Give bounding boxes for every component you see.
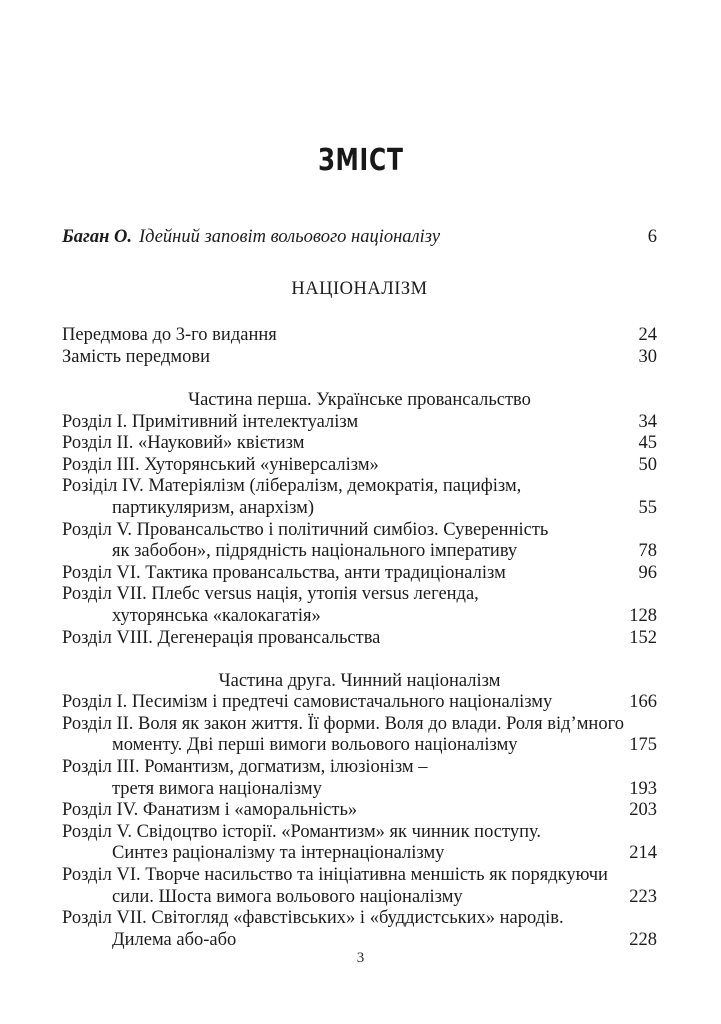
toc-entry xyxy=(62,412,657,434)
book-title-heading xyxy=(62,279,657,301)
toc-section-heading-text: Частина перша. Українське провансальство xyxy=(188,389,531,410)
toc-entry-text: Розділ VI. Тактика провансальства, анти традиціоналізм xyxy=(62,562,506,583)
folio-page-number: 3 xyxy=(356,950,365,966)
toc-section-heading xyxy=(62,671,657,693)
toc-entry-page: 24 xyxy=(638,325,657,346)
toc-entry-page: 175 xyxy=(629,735,657,756)
toc-entry-page: 78 xyxy=(638,541,657,562)
toc-entry-text: Розділ II. Воля як закон життя. Її форми. Воля до влади. Роля від’много xyxy=(62,713,624,734)
page-title-text: ЗМІСТ xyxy=(317,143,404,178)
toc-front-item-title: Ідейний заповіт вольового націоналізу xyxy=(138,227,441,247)
toc-entry xyxy=(62,822,657,844)
toc-entry xyxy=(62,563,657,585)
toc-front-item-page: 6 xyxy=(647,227,657,247)
toc-entry-text: Розділ I. Песимізм і предтечі самовистачального націоналізму xyxy=(62,692,553,713)
toc-entry-continuation xyxy=(62,735,657,757)
toc-entry-text: сили. Шоста вимога вольового націоналізму xyxy=(112,886,463,907)
toc-entry-text: як забобон», підрядність національного імперативу xyxy=(112,541,518,562)
toc-entry-text: Розділ V. Свідоцтво історії. «Романтизм» як чинник поступу. xyxy=(62,821,542,842)
toc-entry xyxy=(62,476,657,498)
toc-entry xyxy=(62,714,657,736)
toc-entry-text: Розділ III. Хуторянський «універсалізм» xyxy=(62,454,379,475)
toc-entry-text: Замість передмови xyxy=(62,346,211,367)
toc-entry-text: моменту. Дві перші вимоги вольового націоналізму xyxy=(112,735,518,756)
toc-entry-page: 166 xyxy=(629,692,657,713)
toc-entry xyxy=(62,584,657,606)
toc-entry-text: Розділ I. Примітивний інтелектуалізм xyxy=(62,411,359,432)
toc-entry-page: 193 xyxy=(629,778,657,799)
toc-entry-text: Розіділ IV. Матеріялізм (лібералізм, демократія, пацифізм, xyxy=(62,476,522,497)
toc-entry-page: 30 xyxy=(638,346,657,367)
toc-entry xyxy=(62,325,657,347)
toc-entry-page: 55 xyxy=(638,497,657,518)
toc-entry xyxy=(62,433,657,455)
toc-entry-text: Розділ III. Романтизм, догматизм, ілюзіонізм – xyxy=(62,757,428,778)
toc-entry xyxy=(62,628,657,650)
toc-entry-text: Розділ V. Провансальство і політичний симбіоз. Суверенність xyxy=(62,519,549,540)
toc-entry-continuation xyxy=(62,606,657,628)
toc-entry-continuation xyxy=(62,541,657,563)
toc-entry-continuation xyxy=(62,779,657,801)
toc-entry-text: Розділ VI. Творче насильство та ініціативна меншість як порядкуючи xyxy=(62,865,608,886)
toc-entry-text: Розділ II. «Науковий» квієтизм xyxy=(62,433,305,454)
book-title-text: НАЦІОНАЛІЗМ xyxy=(291,278,428,299)
toc-entry-text: хуторянська «калокагатія» xyxy=(112,605,321,626)
toc-entry-page: 203 xyxy=(629,800,657,821)
toc-entry xyxy=(62,455,657,477)
toc-entry xyxy=(62,800,657,822)
toc-entry-text: Дилема або-або xyxy=(112,929,237,950)
toc-entry-page: 223 xyxy=(629,886,657,907)
toc-entry-continuation xyxy=(62,887,657,909)
toc-entry-page: 50 xyxy=(638,454,657,475)
toc-entry-page: 96 xyxy=(638,562,657,583)
toc-section-heading xyxy=(62,390,657,412)
toc-entry-text: Синтез раціоналізму та інтернаціоналізму xyxy=(112,843,445,864)
toc-entry xyxy=(62,757,657,779)
toc-entry-page: 45 xyxy=(638,433,657,454)
toc-entry xyxy=(62,865,657,887)
toc-entry-text: Передмова до 3-го видання xyxy=(62,325,277,346)
toc-entry-continuation xyxy=(62,843,657,865)
toc-entry-text: партикуляризм, анархізм) xyxy=(112,497,315,518)
toc-front-item-author: Баган О. xyxy=(62,227,132,247)
toc-entry-continuation xyxy=(62,930,657,952)
toc-entry-text: Розділ VIII. Дегенерація провансальства xyxy=(62,627,381,648)
toc-entry-text: Розділ IV. Фанатизм і «аморальність» xyxy=(62,800,358,821)
toc-front-item xyxy=(62,227,657,249)
toc-entry xyxy=(62,347,657,369)
toc-entry xyxy=(62,692,657,714)
toc-entry-page: 34 xyxy=(638,411,657,432)
toc-entry-continuation xyxy=(62,498,657,520)
toc-entry-page: 128 xyxy=(629,605,657,626)
toc-entry-page: 214 xyxy=(629,843,657,864)
toc-front-item-text xyxy=(62,227,440,249)
toc-entry-page: 152 xyxy=(629,627,657,648)
toc-entry-text: Розділ VII. Плебс versus нація, утопія versus легенда, xyxy=(62,584,479,605)
toc-entry xyxy=(62,908,657,930)
table-of-contents xyxy=(62,227,657,951)
toc-entry xyxy=(62,520,657,542)
page-title xyxy=(0,143,721,178)
toc-entry-page: 228 xyxy=(629,929,657,950)
toc-entry-text: третя вимога націоналізму xyxy=(112,778,322,799)
toc-entry-text: Розділ VII. Світогляд «фавстівських» і «буддистських» народів. xyxy=(62,908,564,929)
toc-section-heading-text: Частина друга. Чинний націоналізм xyxy=(218,670,501,691)
